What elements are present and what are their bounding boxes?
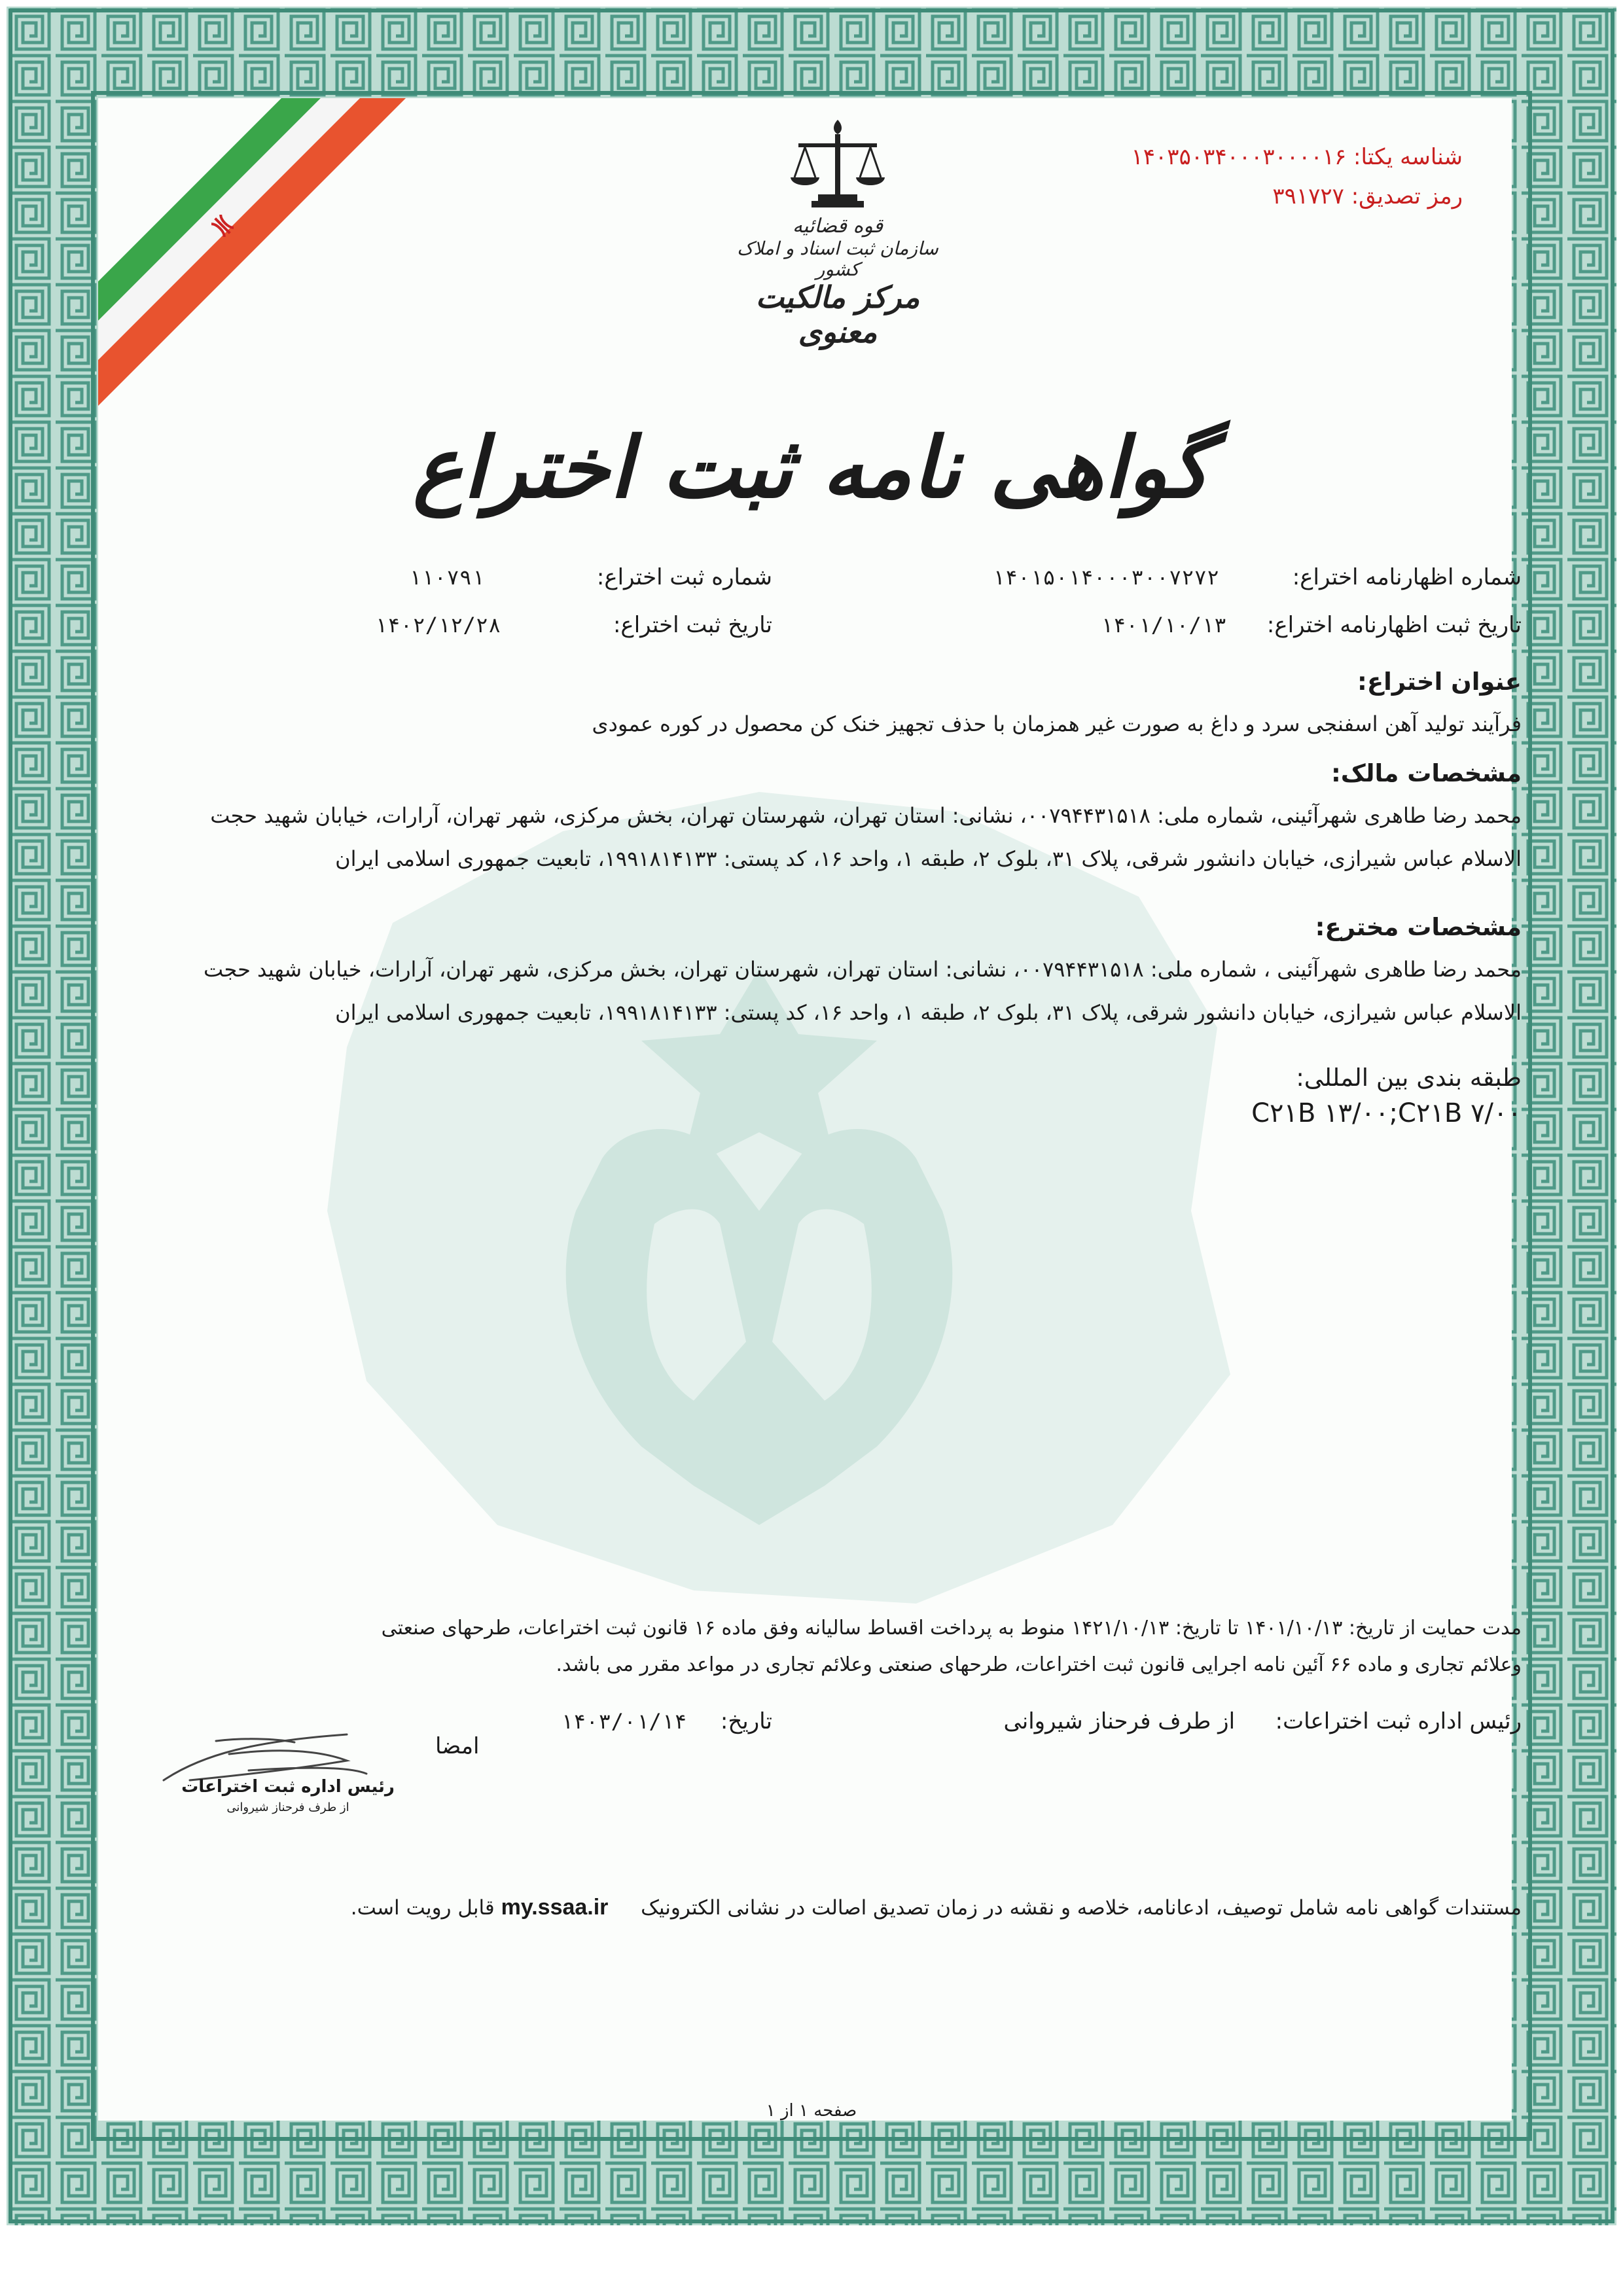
organization-emblem bbox=[713, 115, 962, 350]
registration-date-label: تاریخ ثبت اختراع: bbox=[613, 612, 772, 638]
declaration-date-label: تاریخ ثبت اظهارنامه اختراع: bbox=[1266, 612, 1522, 638]
org-center: مرکز مالکیت معنوی bbox=[755, 279, 920, 350]
sign-date-value: ۱۴۰۳/۰۱/۱۴ bbox=[560, 1709, 687, 1734]
protection-line-1: مدت حمایت از تاریخ: ۱۴۰۱/۱۰/۱۳ تا تاریخ: ۱۴۲۱/۱۰/۱۳ منوط به پرداخت اقساط سالیانه وفق ماده ۱۶ قانون ثبت اختراعات، طرحهای صنعتی bbox=[381, 1617, 1522, 1640]
protection-period-text bbox=[95, 1610, 1522, 1683]
stamp-title: رئیس اداره ثبت اختراعات bbox=[181, 1777, 395, 1797]
verification-note bbox=[95, 1895, 1522, 1920]
invention-title-label: عنوان اختراع: bbox=[1357, 668, 1522, 696]
note-text-before: مستندات گواهی نامه شامل توصیف، ادعانامه، خلاصه و نقشه در زمان تصدیق اصالت در نشانی الکترونیک bbox=[641, 1896, 1522, 1920]
flag-ribbon bbox=[98, 98, 465, 465]
signature-label: امضا bbox=[435, 1733, 480, 1759]
declaration-number-row bbox=[992, 564, 1522, 590]
document-identifiers bbox=[1132, 137, 1463, 216]
owner-line-2: الاسلام عباس شیرازی، خیابان دانشور شرقی، پلاک ۳۱، بلوک ۲، طبقه ۱، واحد ۱۶، کد پستی: ۱۹۹۱۸۱۴۱۳۳، تابعیت جمهوری اسلامی ایران bbox=[335, 846, 1522, 871]
inventor-line-1: محمد رضا طاهری شهرآئینی ، شماره ملی: ۰۰۷۹۴۴۳۱۵۱۸، نشانی: استان تهران، شهرستان تهران، بخش مرکزی، شهر تهران، آرارات، خیابان شهید حجت bbox=[204, 957, 1522, 982]
registration-number-row bbox=[409, 564, 772, 590]
stamp-subtitle: از طرف فرحناز شیروانی bbox=[226, 1801, 349, 1814]
inventor-label: مشخصات مخترع: bbox=[1315, 913, 1522, 941]
inventor-section bbox=[95, 913, 1522, 1034]
classification-label: طبقه بندی بین المللی: bbox=[1296, 1064, 1522, 1092]
official-stamp bbox=[151, 1777, 425, 1814]
head-of-office-row bbox=[1003, 1708, 1522, 1734]
note-text-after: قابل رویت است. bbox=[350, 1896, 495, 1920]
owner-label: مشخصات مالک: bbox=[1330, 759, 1522, 787]
owner-section bbox=[95, 759, 1522, 880]
org-registration: سازمان ثبت اسناد و املاک کشور bbox=[737, 237, 938, 280]
verification-url[interactable]: my.ssaa.ir bbox=[501, 1895, 609, 1920]
verification-code: رمز تصدیق: ۳۹۱۷۲۷ bbox=[1272, 183, 1463, 209]
declaration-date-row bbox=[1101, 612, 1522, 638]
registration-number-value: ۱۱۰۷۹۱ bbox=[408, 565, 485, 590]
certificate-title: گواهی نامه ثبت اختراع bbox=[412, 419, 1211, 517]
declaration-date-value: ۱۴۰۱/۱۰/۱۳ bbox=[1100, 613, 1227, 637]
watermark-map-emblem bbox=[288, 753, 1270, 1636]
invention-title-value: فرآیند تولید آهن اسفنجی سرد و داغ به صورت غیر همزمان با حذف تجهیز خنک کن محصول در کوره عمودی bbox=[592, 711, 1522, 736]
inventor-line-2: الاسلام عباس شیرازی، خیابان دانشور شرقی، پلاک ۳۱، بلوک ۲، طبقه ۱، واحد ۱۶، کد پستی: ۱۹۹۱۸۱۴۱۳۳، تابعیت جمهوری اسلامی ایران bbox=[335, 1000, 1522, 1025]
classification-value: C۲۱B ۱۳/۰۰;C۲۱B ۷/۰۰ bbox=[1251, 1098, 1522, 1128]
owner-line-1: محمد رضا طاهری شهرآئینی، شماره ملی: ۰۰۷۹۴۴۳۱۵۱۸، نشانی: استان تهران، شهرستان تهران، بخش مرکزی، شهر تهران، آرارات، خیابان شهید حجت bbox=[210, 803, 1522, 828]
invention-section bbox=[95, 668, 1522, 745]
registration-date-row bbox=[375, 612, 772, 638]
sign-date-row bbox=[561, 1708, 772, 1734]
registration-number-label: شماره ثبت اختراع: bbox=[596, 564, 772, 590]
declaration-number-value: ۱۴۰۱۵۰۱۴۰۰۰۳۰۰۷۲۷۲ bbox=[992, 565, 1220, 590]
classification-section bbox=[95, 1064, 1522, 1128]
head-of-office-label: رئیس اداره ثبت اختراعات: bbox=[1275, 1708, 1522, 1734]
unique-id: شناسه یکتا: ۱۴۰۳۵۰۳۴۰۰۰۳۰۰۰۰۱۶ bbox=[1131, 144, 1463, 170]
page-number: صفحه ۱ از ۱ bbox=[766, 2101, 857, 2121]
scales-of-justice-icon bbox=[785, 115, 890, 213]
on-behalf-text: از طرف فرحناز شیروانی bbox=[1003, 1708, 1236, 1734]
sign-date-label: تاریخ: bbox=[720, 1708, 772, 1734]
registration-date-value: ۱۴۰۲/۱۲/۲۸ bbox=[374, 613, 501, 637]
org-judiciary: قوه قضائیه bbox=[792, 215, 883, 238]
declaration-number-label: شماره اظهارنامه اختراع: bbox=[1292, 564, 1522, 590]
protection-line-2: وعلائم تجاری و ماده ۶۶ آئین نامه اجرایی قانون ثبت اختراعات، طرحهای صنعتی وعلائم تجاری در مواعد مقرر می باشد. bbox=[556, 1653, 1522, 1676]
